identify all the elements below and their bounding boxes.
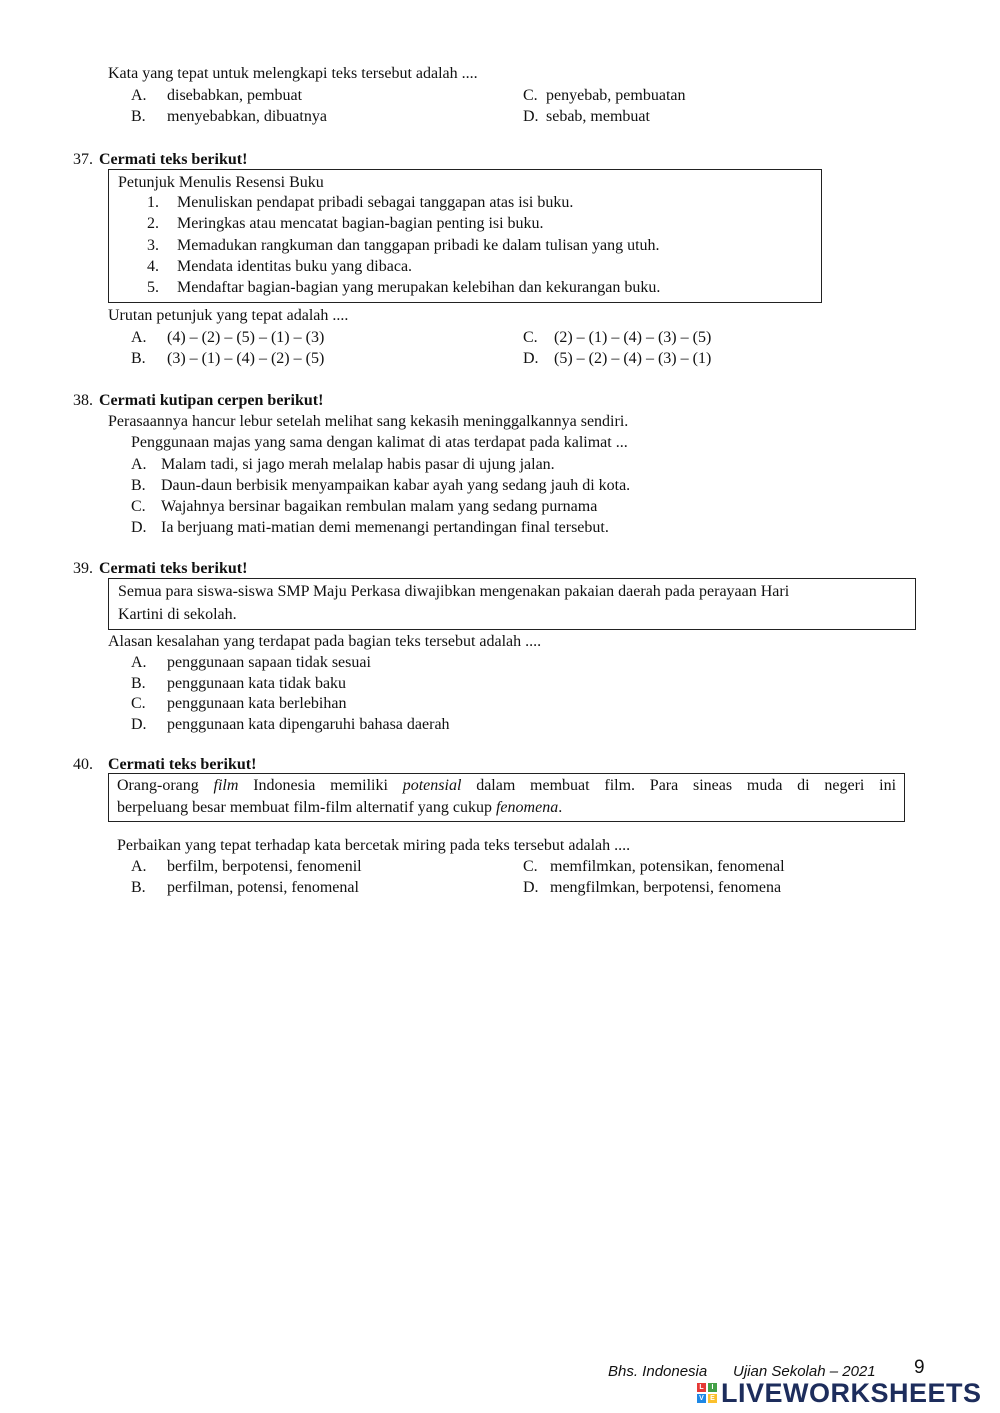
q37-step-3: Memadukan rangkuman dan tanggapan pribadi ke dalam tulisan yang utuh.	[177, 237, 660, 254]
q37-step-2-num: 2.	[147, 215, 159, 232]
q36-option-d-letter: D.	[523, 108, 539, 125]
q40-italic-potensial: potensial	[402, 777, 462, 794]
q39-option-b: penggunaan kata tidak baku	[167, 675, 347, 692]
footer-exam: Ujian Sekolah – 2021	[733, 1363, 876, 1380]
q37-option-a-letter: A.	[131, 329, 147, 346]
q37-text-box	[108, 169, 822, 303]
q39-number: 39.	[73, 560, 93, 577]
q39-option-d-letter: D.	[131, 716, 147, 733]
q40-heading: Cermati teks berikut!	[108, 756, 257, 773]
q38-option-b-letter: B.	[131, 477, 146, 494]
logo-letter-e: E	[708, 1394, 717, 1403]
liveworksheets-wordmark: LIVEWORKSHEETS	[721, 1377, 982, 1408]
logo-letter-l: L	[697, 1383, 706, 1392]
q38-option-d-letter: D.	[131, 519, 147, 536]
q37-box-title: Petunjuk Menulis Resensi Buku	[118, 174, 324, 191]
q36-option-b: menyebabkan, dibuatnya	[167, 108, 327, 125]
q40-italic-film: film	[213, 777, 239, 794]
q37-heading: Cermati teks berikut!	[99, 151, 248, 168]
q38-heading: Cermati kutipan cerpen berikut!	[99, 392, 324, 409]
q36-option-b-letter: B.	[131, 108, 146, 125]
q40-option-d: mengfilmkan, berpotensi, fenomena	[550, 879, 782, 896]
q40-option-b-letter: B.	[131, 879, 146, 896]
q37-option-b: (3) – (1) – (4) – (2) – (5)	[167, 350, 325, 367]
q40-box-line-2	[117, 797, 562, 818]
q38-option-d: Ia berjuang mati-matian demi memenangi pertandingan final tersebut.	[161, 519, 609, 536]
q40-text-1: Orang-orang	[117, 777, 199, 794]
q36-option-c: penyebab, pembuatan	[546, 87, 686, 104]
q39-option-a: penggunaan sapaan tidak sesuai	[167, 654, 371, 671]
q38-option-a: Malam tadi, si jago merah melalap habis pasar di ujung jalan.	[161, 456, 555, 473]
q38-option-a-letter: A.	[131, 456, 147, 473]
q39-text-box	[108, 578, 916, 630]
q37-step-5: Mendaftar bagian-bagian yang merupakan kelebihan dan kekurangan buku.	[177, 279, 661, 296]
q40-option-b: perfilman, potensi, fenomenal	[167, 879, 359, 896]
q37-step-1: Menuliskan pendapat pribadi sebagai tanggapan atas isi buku.	[177, 194, 574, 211]
q39-stem: Alasan kesalahan yang terdapat pada bagian teks tersebut adalah ....	[108, 633, 542, 650]
q38-quote: Perasaannya hancur lebur setelah melihat sang kekasih meninggalkannya sendiri.	[108, 413, 629, 430]
q37-step-5-num: 5.	[147, 279, 159, 296]
q40-text-box	[108, 773, 905, 822]
q36-option-c-letter: C.	[523, 87, 538, 104]
q37-step-2: Meringkas atau mencatat bagian-bagian penting isi buku.	[177, 215, 544, 232]
q38-stem: Penggunaan majas yang sama dengan kalimat di atas terdapat pada kalimat ...	[131, 434, 628, 451]
q37-option-a: (4) – (2) – (5) – (1) – (3)	[167, 329, 325, 346]
q40-text-4: berpeluang besar membuat film-film alternatif yang cukup	[117, 799, 492, 816]
q40-option-d-letter: D.	[523, 879, 539, 896]
q40-option-a-letter: A.	[131, 858, 147, 875]
q38-option-c: Wajahnya bersinar bagaikan rembulan malam yang sedang purnama	[161, 498, 598, 515]
q37-step-4-num: 4.	[147, 258, 159, 275]
q36-option-a-letter: A.	[131, 87, 147, 104]
q40-italic-fenomena: fenomena	[495, 799, 559, 816]
q40-option-a: berfilm, berpotensi, fenomenil	[167, 858, 362, 875]
q36-option-a: disebabkan, pembuat	[167, 87, 303, 104]
q37-option-d: (5) – (2) – (4) – (3) – (1)	[554, 350, 712, 367]
q38-option-b: Daun-daun berbisik menyampaikan kabar ayah yang sedang jauh di kota.	[161, 477, 631, 494]
q39-option-a-letter: A.	[131, 654, 147, 671]
q39-option-c-letter: C.	[131, 695, 146, 712]
q37-step-3-num: 3.	[147, 237, 159, 254]
q40-stem: Perbaikan yang tepat terhadap kata bercetak miring pada teks tersebut adalah ....	[117, 837, 631, 854]
q37-number: 37.	[73, 151, 93, 168]
footer-subject: Bhs. Indonesia	[608, 1363, 708, 1380]
q39-option-b-letter: B.	[131, 675, 146, 692]
q37-option-c: (2) – (1) – (4) – (3) – (5)	[554, 329, 712, 346]
page-number: 9	[914, 1357, 925, 1378]
logo-letter-i: I	[708, 1383, 717, 1392]
q37-option-c-letter: C.	[523, 329, 538, 346]
q40-text-3: dalam membuat film. Para sineas muda di negeri ini	[476, 777, 897, 794]
liveworksheets-logo-icon	[697, 1383, 717, 1403]
q37-step-4: Mendata identitas buku yang dibaca.	[177, 258, 413, 275]
q39-box-line-2: Kartini di sekolah.	[118, 606, 237, 623]
q36-stem: Kata yang tepat untuk melengkapi teks tersebut adalah ....	[108, 65, 478, 82]
q38-option-c-letter: C.	[131, 498, 146, 515]
q39-heading: Cermati teks berikut!	[99, 560, 248, 577]
q38-number: 38.	[73, 392, 93, 409]
q37-option-b-letter: B.	[131, 350, 146, 367]
logo-letter-v: V	[697, 1394, 706, 1403]
q37-stem: Urutan petunjuk yang tepat adalah ....	[108, 307, 349, 324]
q39-option-c: penggunaan kata berlebihan	[167, 695, 347, 712]
q39-option-d: penggunaan kata dipengaruhi bahasa daerah	[167, 716, 450, 733]
q40-text-5: .	[558, 799, 563, 816]
q40-text-2: Indonesia memiliki	[253, 777, 388, 794]
q40-number: 40.	[73, 756, 93, 773]
q40-box-line-1	[117, 775, 896, 796]
q37-step-1-num: 1.	[147, 194, 159, 211]
q36-option-d: sebab, membuat	[546, 108, 650, 125]
liveworksheets-brand[interactable]	[697, 1378, 982, 1408]
q37-option-d-letter: D.	[523, 350, 539, 367]
q40-option-c: memfilmkan, potensikan, fenomenal	[550, 858, 785, 875]
q40-option-c-letter: C.	[523, 858, 538, 875]
q39-box-line-1: Semua para siswa-siswa SMP Maju Perkasa diwajibkan mengenakan pakaian daerah pada perayaan Hari	[118, 583, 790, 600]
